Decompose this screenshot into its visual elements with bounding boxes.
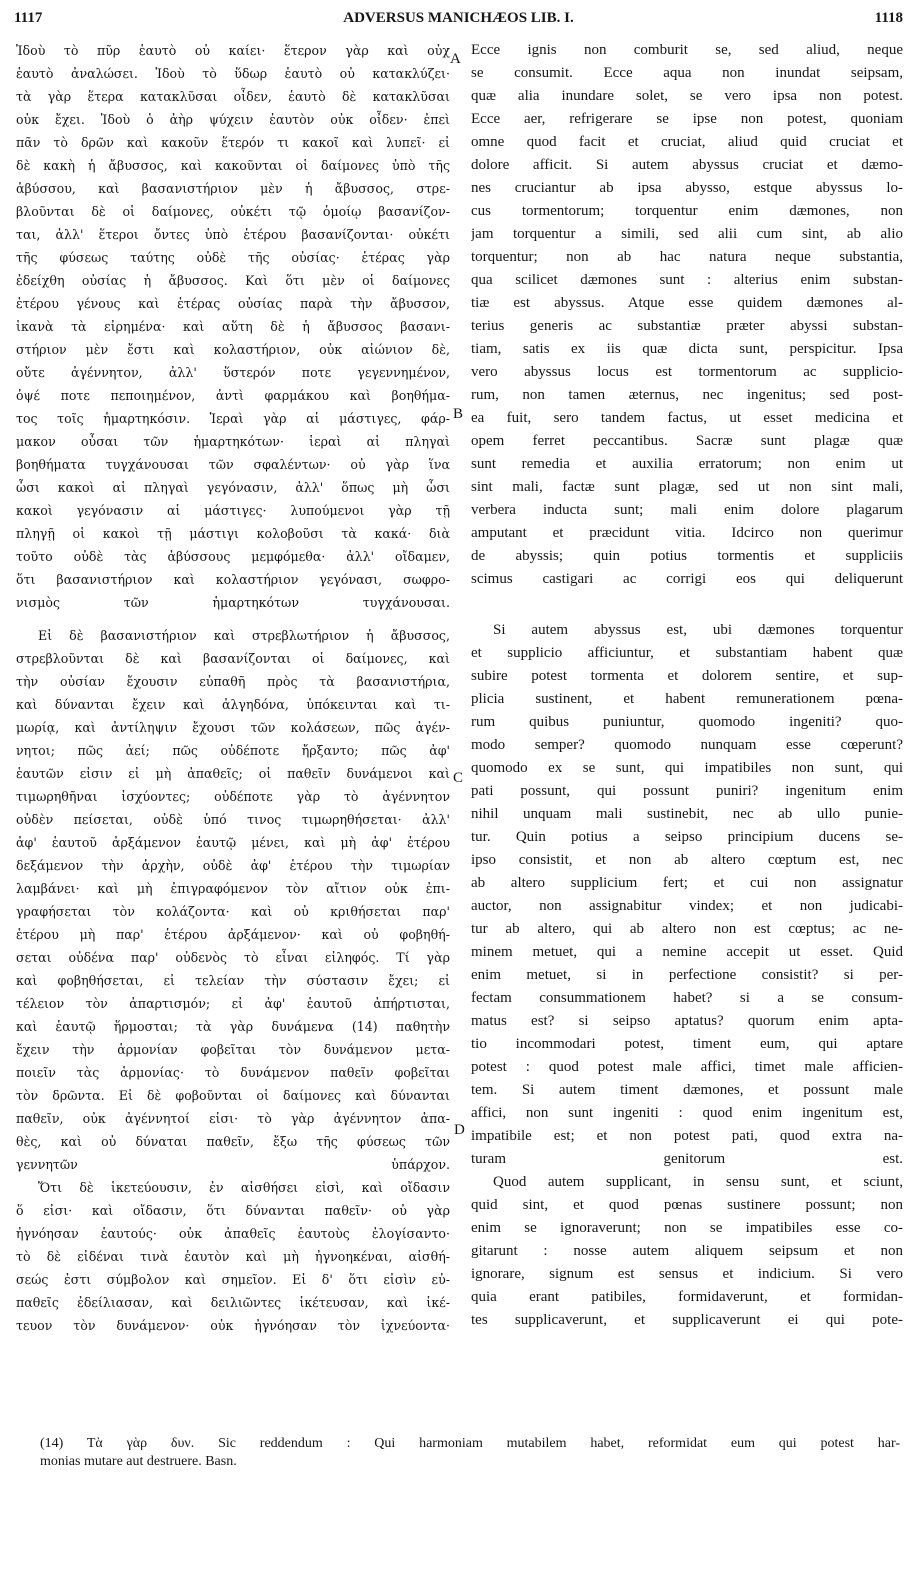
text-line: ἀφ' ἑαυτοῦ ἀρξάμενον ἑαυτῷ μένει, καὶ μὴ ἀφ' ἑτέρου [16, 835, 450, 850]
text-line: Ecce aer, refrigerare se ipse non potest, quoniam [471, 111, 903, 127]
text-line: δεξάμενον τὴν ἀρχὴν, οὐδὲ ἀφ' ἑτέρου τὴν τιμωρίαν [16, 858, 450, 873]
text-line: jam torquentur a simili, sed alii cum sint, ab alio [471, 226, 903, 242]
footnote-line: monias mutare aut destruere. Basn. [40, 1454, 237, 1469]
text-line: γεννητῶν ὑπάρχον. [16, 1157, 450, 1172]
text-line: παθεῖς ἐδείλιασαν, καὶ δειλιῶντες ἱκέτευσαν, καὶ ἱκέ- [16, 1295, 450, 1310]
text-line: se consumit. Ecce aqua non inundat seipsam, [471, 65, 903, 81]
text-line: fectam consummationem habet? si a se consum- [471, 990, 903, 1006]
text-line: subire potest tormenta et dolorem sentire, et sup- [471, 668, 903, 684]
text-line: tiam, satis ex iis quæ dicta sunt, perspicitur. Ipsa [471, 341, 903, 357]
text-line: quia erant patibiles, formidaverunt, et formidan- [471, 1289, 903, 1305]
text-line: βοηθήματα τυγχάνουσαι τῶν σφαλέντων· οὐ γὰρ ἵνα [16, 457, 450, 472]
text-line: et supplicio afficiuntur, et substantiam habent quæ [471, 645, 903, 661]
text-line: σεώς ἐστι σύμβολον καὶ σημεῖον. Εἰ δ' ὅτι εἰσὶν εὐ- [16, 1272, 450, 1287]
text-line: στρεβλοῦνται δὲ καὶ βασανίζονται οἱ δαίμονες, καὶ [16, 651, 450, 666]
text-line: enim se ignoraverunt; non se impatibiles esse co- [471, 1220, 903, 1236]
text-line: Ecce ignis non comburit se, sed aliud, neque [471, 42, 903, 58]
text-line: ἀβύσσου, καὶ βασανιστήριον μὲν ἡ ἄβυσσος, στρε- [16, 181, 450, 196]
text-line: rum, non tamen æternus, nec ingenitus; sed post- [471, 387, 903, 403]
text-line: στήριον μὲν ἔστι καὶ κολαστήριον, οὐκ αἰώνιον δὲ, [16, 342, 450, 357]
text-line: θὲς, καὶ οὐ δύναται παθεῖν, ἔξω τῆς φύσεως τῶν [16, 1134, 450, 1149]
greek-column [16, 39, 450, 1337]
text-line: sunt remedia et auxilia erratorum; non enim ut [471, 456, 903, 472]
text-line: nes cruciantur ab ipsa abysso, estque abyssus lo- [471, 180, 903, 196]
left-column-number: 1117 [14, 10, 43, 26]
text-line: Ἰδοὺ τὸ πῦρ ἑαυτὸ οὐ καίει· ἕτερον γὰρ καὶ οὐχ [16, 43, 450, 58]
text-line: τῆς φύσεως ταύτης οὐδὲ τῆς οὐσίας· ἑτέρας γὰρ [16, 250, 450, 265]
margin-letter-b: B [453, 406, 464, 422]
text-line: cus tormentorum; torquentur enim dæmones, non [471, 203, 903, 219]
text-line: λαμβάνει· καὶ μὴ ἐπιγραφόμενον τὸν αἴτιον οὐκ ἐπι- [16, 881, 450, 896]
text-line: pati possunt, qui possunt puniri? ingenitum enim [471, 783, 903, 799]
text-line: tur ab altero, qui ab altero non est cœptus; ac ne- [471, 921, 903, 937]
text-line: opem ferret peccantibus. Sacræ sunt plagæ quæ [471, 433, 903, 449]
margin-letter-c: C [453, 770, 464, 786]
text-line: οὐκ ἔχει. Ἰδοὺ ὁ ἀὴρ ψύχειν ἑαυτὸν οὐκ οἶδεν· ἐπεὶ [16, 112, 450, 127]
text-line: οὔτε ἀγέννητον, ἀλλ' ὕστερόν ποτε γεγεννημένον, [16, 365, 450, 380]
text-line: auctor, non assignabitur vindex; et non judicabi- [471, 898, 903, 914]
page-header [0, 10, 917, 34]
text-line: quomodo ex se sunt, qui impatibiles non sunt, qui [471, 760, 903, 776]
running-title: ADVERSUS MANICHÆOS LIB. I. [343, 10, 574, 26]
text-line: ignorare, signum est sensus et indicium. Si vero [471, 1266, 903, 1282]
text-line: ὦσι κακοὶ αἱ πληγαὶ γεγόνασιν, ἀλλ' ὅπως μὴ ὦσι [16, 480, 450, 495]
text-line: μακον οὖσαι τῶν ἡμαρτηκότων· ἱεραὶ αἱ πληγαὶ [16, 434, 450, 449]
text-line: δὲ κακὴ ἡ ἄβυσσος, καὶ κακοῦνται οἱ δαίμονες ὑπὸ τῆς [16, 158, 450, 173]
text-line: tes supplicaverunt, et supplicaverunt ei qui pote- [471, 1312, 903, 1328]
text-line: ται, ἀλλ' ἕτεροι ὄντες ὑπὸ ἑτέρου βασανίζονται· οὐκέτι [16, 227, 450, 242]
text-line: κακοὶ γεγόνασιν αἱ μάστιγες· λυπούμενοι γὰρ τῇ [16, 503, 450, 518]
text-line: minem metuet, qui a nemine accepit ut esset. Quid [471, 944, 903, 960]
text-line: πᾶν τὸ δρῶν καὶ κακοῦν ἕτερόν τι κακοῖ καὶ λυπεῖ· εἰ [16, 135, 450, 150]
margin-letter-a: A [450, 51, 461, 67]
text-line: Quod autem supplicant, in sensu sunt, et sciunt, [493, 1174, 903, 1190]
text-line: σεται οὐδένα παρ' οὐδενὸς τὸ εἶναι εἰληφός. Τί γὰρ [16, 950, 450, 965]
text-line: ab altero supplicium fert; et cui non assignatur [471, 875, 903, 891]
text-line: omne quod facit et cruciat, aliud quid cruciat et [471, 134, 903, 150]
text-line: οὐδὲν πείσεται, οὐδὲ ὑπό τινος τιμωρηθήσεται· ἀλλ' [16, 812, 450, 827]
text-line: καὶ δύνανται ἔχειν καὶ ἀλγηδόνα, ὑπόκεινται καὶ τι- [16, 697, 450, 712]
text-line: ἑτέρου μὴ παρ' ἑτέρου ἀρξάμενον· καὶ οὐ φοβηθή- [16, 927, 450, 942]
text-line: impatibile est; et non potest pati, quod extra na- [471, 1128, 903, 1144]
text-line: νητοι; πῶς ἀεί; πῶς οὐδέποτε ἤρξαντο; πῶς ἀφ' [16, 743, 450, 758]
text-line: Ὅτι δὲ ἱκετεύουσιν, ἐν αἰσθήσει εἰσὶ, καὶ οἴδασιν [38, 1180, 450, 1195]
greek-paragraph-3 [16, 1176, 450, 1337]
text-line: de abyssis; quin potius tormentis et suppliciis [471, 548, 903, 564]
text-line: rum quibus puniuntur, quomodo ingeniti? quo- [471, 714, 903, 730]
text-line: καὶ ἑαυτῷ ἥρμοσται; τὰ γὰρ δυνάμενα (14) παθητὴν [16, 1019, 450, 1034]
text-line: παθεῖν, οὐκ ἀγέννητοί εἰσι· τὸ γὰρ ἀγέννητον ἀπα- [16, 1111, 450, 1126]
margin-letter-d: D [454, 1122, 465, 1138]
text-line: τὸ δὲ εἰδέναι τινὰ ἑαυτὸν καὶ μὴ ἠγνοηκέναι, αἰσθή- [16, 1249, 450, 1264]
text-line: amputant et præcidunt vitia. Idcirco non querimur [471, 525, 903, 541]
text-line: affici, non sunt ingeniti : quod enim ingenitum est, [471, 1105, 903, 1121]
text-line: ἐδείχθη οὐσίας ἡ ἄβυσσος. Καὶ ὅτι μὲν οἱ δαίμονες [16, 273, 450, 288]
latin-paragraph-1 [471, 39, 903, 591]
text-line: τὰ γὰρ ἕτερα κατακλῦσαι οἶδεν, ἑαυτὸ δὲ κατακλῦσαι [16, 89, 450, 104]
text-line: τος τοῖς ἡμαρτηκόσιν. Ἱεραὶ γὰρ αἱ μάστιγες, φάρ- [16, 411, 450, 426]
text-line: ἑαυτῶν εἰσιν εἰ μὴ ἀπαθεῖς; οἱ παθεῖν δυνάμενοι καὶ [16, 766, 450, 781]
text-line: verbera inducta sunt; mali enim dolore plagarum [471, 502, 903, 518]
text-line: matus est? si seipso aptatus? quorum enim apta- [471, 1013, 903, 1029]
text-line: ὅτι βασανιστήριον καὶ κολαστήριον γεγόνασι, σωφρο- [16, 572, 450, 587]
text-line: tur. Quin potius a seipso principium ducens se- [471, 829, 903, 845]
text-line: τιμωρηθῆναι ἰσχύοντες; οὐδέποτε γὰρ τὸ ἀγέννητον [16, 789, 450, 804]
right-column-number: 1118 [874, 10, 903, 26]
text-line: potest : quod potest male affici, timet male afficien- [471, 1059, 903, 1075]
text-line: τευον τὸν δυνάμενον· οὐκ ἠγνόησαν τὸν ἰχνεύοντα· [16, 1318, 450, 1333]
text-line: plicia sustinent, et habent remunerationem pœna- [471, 691, 903, 707]
text-line: sint mali, factæ sunt plagæ, sed ut non sint mali, [471, 479, 903, 495]
text-line: terius generis ac substantiæ præter abyssi substan- [471, 318, 903, 334]
text-line: γραφήσεται τὸν κολάζοντα· καὶ οὐ κριθήσεται παρ' [16, 904, 450, 919]
text-line: πληγῇ οἱ κακοὶ τῇ μάστιγι κολοβοῦσι τὰ κακά· διὰ [16, 526, 450, 541]
text-line: tio incommodari potest, timent eum, qui aptare [471, 1036, 903, 1052]
text-line: ἔχειν τὴν ἁρμονίαν φοβεῖται τὸν δυνάμενον μετα- [16, 1042, 450, 1057]
text-line: nihil unquam mali sustinebit, nec ab ullo punie- [471, 806, 903, 822]
text-line: gitarunt : nosse autem aliquem seipsum et non [471, 1243, 903, 1259]
text-line: torquentur; non ab hac natura neque substantia, [471, 249, 903, 265]
text-line: ποιεῖν τὰς ἁρμονίας· τὸ δυνάμενον παθεῖν φοβεῖται [16, 1065, 450, 1080]
text-line: τέλειον τὸν ἀπαρτισμόν; εἰ ἀφ' ἑαυτοῦ ἀπήρτισται, [16, 996, 450, 1011]
text-line: ἠγνόησαν ἑαυτούς· οὐκ ἀπαθεῖς ἑαυτοὺς ἐλογίσαντο· [16, 1226, 450, 1241]
text-line: τὴν οὐσίαν ἔχουσιν εὐπαθῆ πρὸς τὰ βασανιστήρια, [16, 674, 450, 689]
greek-paragraph-1 [16, 39, 450, 614]
text-line: νισμὸς τῶν ἡμαρτηκότων τυγχάνουσαι. [16, 595, 450, 610]
text-line: quæ alia inundare solet, se vero ipsa non potest. [471, 88, 903, 104]
text-line: vero abyssus locus est tormentorum ac supplicio- [471, 364, 903, 380]
text-line: μωρίᾳ, καὶ ἀντίληψιν ἔχουσι τῶν κολάσεων, πῶς ἀγέν- [16, 720, 450, 735]
text-line: ipso consistit, et non ab altero cœptum est, nec [471, 852, 903, 868]
text-line: ea fuit, sero tandem factus, ut esset medicina et [471, 410, 903, 426]
text-line: dolore afficit. Si autem abyssus cruciat et dæmo- [471, 157, 903, 173]
latin-paragraph-3 [471, 1171, 903, 1332]
footnote [40, 1435, 900, 1471]
text-line: qua scilicet dæmones sunt : alterius enim substan- [471, 272, 903, 288]
text-line: βλοῦνται δὲ οἱ δαίμονες, οὐκέτι τῷ ὁμοίῳ βασανίζον- [16, 204, 450, 219]
latin-column [471, 39, 903, 1332]
text-line: enim metuet, si in perfectione consistit? si per- [471, 967, 903, 983]
text-line: τοῦτο οὐδὲ τὰς ἀβύσσους μεμφόμεθα· ἀλλ' οἴδαμεν, [16, 549, 450, 564]
text-line: tem. Si autem timent dæmones, et possunt male [471, 1082, 903, 1098]
latin-paragraph-2 [471, 619, 903, 1171]
text-line: ἑαυτὸ ἀναλώσει. Ἰδοὺ τὸ ὕδωρ ἑαυτὸ οὐ κατακλύζει· [16, 66, 450, 81]
text-line: scimus castigari ac corrigi eos qui deliquerunt [471, 571, 903, 587]
text-line: modo semper? quomodo nunquam esse cœperunt? [471, 737, 903, 753]
text-line: ὅ εἰσι· καὶ οἴδασιν, ὅτι δύνανται παθεῖν· οὐ γὰρ [16, 1203, 450, 1218]
text-line: turam genitorum est. [471, 1151, 903, 1167]
text-line: ὀψέ ποτε πεποιημένον, ἀντὶ φαρμάκου καὶ βοηθήμα- [16, 388, 450, 403]
text-line: quid sint, et quod pœnas sustinere possunt; non [471, 1197, 903, 1213]
text-line: ἱκανὰ τὰ εἰρημένα· καὶ αὕτη δὲ ἡ ἄβυσσος βασανι- [16, 319, 450, 334]
footnote-line: (14) Τὰ γὰρ δυν. Sic reddendum : Qui harmoniam mutabilem habet, reformidat eum qui potest har- [40, 1436, 900, 1451]
text-line: ἑτέρου γένους καὶ ἑτέρας οὐσίας παρὰ τὴν ἄβυσσον, [16, 296, 450, 311]
greek-paragraph-2 [16, 624, 450, 1176]
text-line: καὶ φοβηθήσεται, εἰ τελείαν τὴν σύστασιν ἔχει; εἰ [16, 973, 450, 988]
text-line: Εἰ δὲ βασανιστήριον καὶ στρεβλωτήριον ἡ ἄβυσσος, [38, 628, 450, 643]
text-line: tiæ est abyssus. Atque esse quidem dæmones al- [471, 295, 903, 311]
text-line: Si autem abyssus est, ubi dæmones torquentur [493, 622, 903, 638]
text-line: τὸν δρῶντα. Εἰ δὲ φοβοῦνται οἱ δαίμονες καὶ δύνανται [16, 1088, 450, 1103]
